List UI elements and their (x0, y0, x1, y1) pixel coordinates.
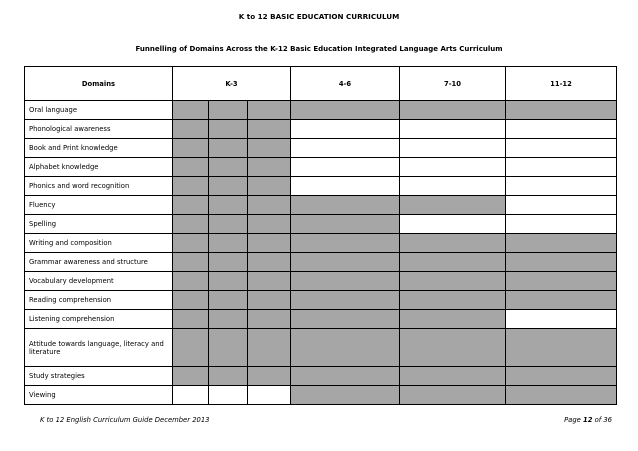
cell-7-10 (400, 101, 506, 120)
cell-k3-3 (248, 272, 291, 291)
cell-11-12 (506, 310, 617, 329)
cell-k3-1 (173, 101, 209, 120)
cell-4-6 (291, 386, 400, 405)
cell-7-10 (400, 177, 506, 196)
cell-k3-2 (209, 196, 248, 215)
cell-k3-1 (173, 253, 209, 272)
cell-7-10 (400, 139, 506, 158)
cell-7-10 (400, 272, 506, 291)
cell-4-6 (291, 253, 400, 272)
cell-7-10 (400, 386, 506, 405)
table-row (25, 196, 617, 215)
domain-label: Phonological awareness (25, 120, 173, 139)
cell-k3-1 (173, 177, 209, 196)
cell-k3-2 (209, 234, 248, 253)
cell-4-6 (291, 120, 400, 139)
cell-k3-1 (173, 310, 209, 329)
cell-4-6 (291, 177, 400, 196)
table-body (25, 101, 617, 405)
table-row (25, 310, 617, 329)
domain-label: Book and Print knowledge (25, 139, 173, 158)
domain-label: Study strategies (25, 367, 173, 386)
cell-k3-1 (173, 158, 209, 177)
domains-table (24, 66, 617, 405)
cell-4-6 (291, 291, 400, 310)
cell-k3-3 (248, 177, 291, 196)
table-row (25, 386, 617, 405)
cell-4-6 (291, 367, 400, 386)
cell-k3-3 (248, 386, 291, 405)
cell-7-10 (400, 120, 506, 139)
cell-k3-3 (248, 196, 291, 215)
cell-11-12 (506, 101, 617, 120)
cell-k3-1 (173, 215, 209, 234)
cell-7-10 (400, 215, 506, 234)
cell-k3-2 (209, 310, 248, 329)
cell-11-12 (506, 291, 617, 310)
cell-7-10 (400, 158, 506, 177)
cell-4-6 (291, 215, 400, 234)
table-row (25, 139, 617, 158)
cell-11-12 (506, 215, 617, 234)
footer-page-current: 12 (583, 416, 593, 424)
column-header-k3: K-3 (173, 67, 291, 101)
document-subtitle: Funnelling of Domains Across the K-12 Basic Education Integrated Language Arts Curriculum (135, 45, 503, 53)
cell-k3-3 (248, 329, 291, 367)
domain-label: Alphabet knowledge (25, 158, 173, 177)
domain-label: Spelling (25, 215, 173, 234)
domain-label: Attitude towards language, literacy and literature (25, 329, 173, 367)
cell-k3-1 (173, 120, 209, 139)
cell-11-12 (506, 196, 617, 215)
cell-k3-1 (173, 139, 209, 158)
footer-page-suffix: of 36 (592, 416, 612, 424)
document-title: K to 12 BASIC EDUCATION CURRICULUM (238, 12, 400, 21)
cell-k3-3 (248, 367, 291, 386)
cell-k3-2 (209, 291, 248, 310)
cell-7-10 (400, 253, 506, 272)
cell-11-12 (506, 234, 617, 253)
cell-k3-3 (248, 291, 291, 310)
cell-k3-2 (209, 272, 248, 291)
cell-k3-3 (248, 139, 291, 158)
cell-k3-1 (173, 196, 209, 215)
table-row (25, 120, 617, 139)
cell-4-6 (291, 310, 400, 329)
cell-11-12 (506, 367, 617, 386)
domain-label: Writing and composition (25, 234, 173, 253)
cell-k3-1 (173, 386, 209, 405)
cell-k3-2 (209, 139, 248, 158)
cell-7-10 (400, 310, 506, 329)
cell-k3-1 (173, 291, 209, 310)
cell-k3-3 (248, 101, 291, 120)
cell-4-6 (291, 158, 400, 177)
table-header-row (25, 67, 617, 101)
cell-11-12 (506, 253, 617, 272)
cell-7-10 (400, 329, 506, 367)
cell-7-10 (400, 367, 506, 386)
cell-k3-3 (248, 215, 291, 234)
cell-k3-2 (209, 367, 248, 386)
domain-label: Grammar awareness and structure (25, 253, 173, 272)
table-row (25, 215, 617, 234)
cell-4-6 (291, 272, 400, 291)
cell-k3-2 (209, 253, 248, 272)
cell-k3-1 (173, 329, 209, 367)
cell-k3-2 (209, 101, 248, 120)
table-row (25, 367, 617, 386)
footer-page-number (564, 416, 612, 424)
table-row (25, 177, 617, 196)
cell-4-6 (291, 196, 400, 215)
cell-11-12 (506, 329, 617, 367)
cell-11-12 (506, 139, 617, 158)
column-header-7-10: 7-10 (400, 67, 506, 101)
cell-4-6 (291, 234, 400, 253)
cell-k3-3 (248, 234, 291, 253)
table-row (25, 158, 617, 177)
cell-4-6 (291, 329, 400, 367)
cell-4-6 (291, 139, 400, 158)
footer-guide-title: K to 12 English Curriculum Guide December 2013 (40, 416, 210, 424)
cell-k3-2 (209, 158, 248, 177)
cell-k3-2 (209, 386, 248, 405)
cell-k3-2 (209, 215, 248, 234)
domain-label: Listening comprehension (25, 310, 173, 329)
domain-label: Oral language (25, 101, 173, 120)
cell-k3-1 (173, 272, 209, 291)
cell-7-10 (400, 291, 506, 310)
cell-k3-2 (209, 177, 248, 196)
table-row (25, 272, 617, 291)
cell-k3-3 (248, 310, 291, 329)
cell-k3-1 (173, 234, 209, 253)
cell-k3-1 (173, 367, 209, 386)
domain-label: Reading comprehension (25, 291, 173, 310)
cell-11-12 (506, 272, 617, 291)
cell-k3-3 (248, 253, 291, 272)
cell-11-12 (506, 386, 617, 405)
cell-7-10 (400, 234, 506, 253)
table-row (25, 234, 617, 253)
cell-11-12 (506, 158, 617, 177)
column-header-4-6: 4-6 (291, 67, 400, 101)
table-row (25, 291, 617, 310)
column-header-11-12: 11-12 (506, 67, 617, 101)
domain-label: Vocabulary development (25, 272, 173, 291)
footer-page-prefix: Page (564, 416, 583, 424)
domain-label: Fluency (25, 196, 173, 215)
cell-7-10 (400, 196, 506, 215)
cell-k3-2 (209, 329, 248, 367)
table-row (25, 101, 617, 120)
column-header-domains: Domains (25, 67, 173, 101)
domain-label: Viewing (25, 386, 173, 405)
cell-k3-3 (248, 120, 291, 139)
table-row (25, 329, 617, 367)
table-row (25, 253, 617, 272)
cell-4-6 (291, 101, 400, 120)
cell-11-12 (506, 177, 617, 196)
cell-11-12 (506, 120, 617, 139)
cell-k3-3 (248, 158, 291, 177)
domain-label: Phonics and word recognition (25, 177, 173, 196)
cell-k3-2 (209, 120, 248, 139)
